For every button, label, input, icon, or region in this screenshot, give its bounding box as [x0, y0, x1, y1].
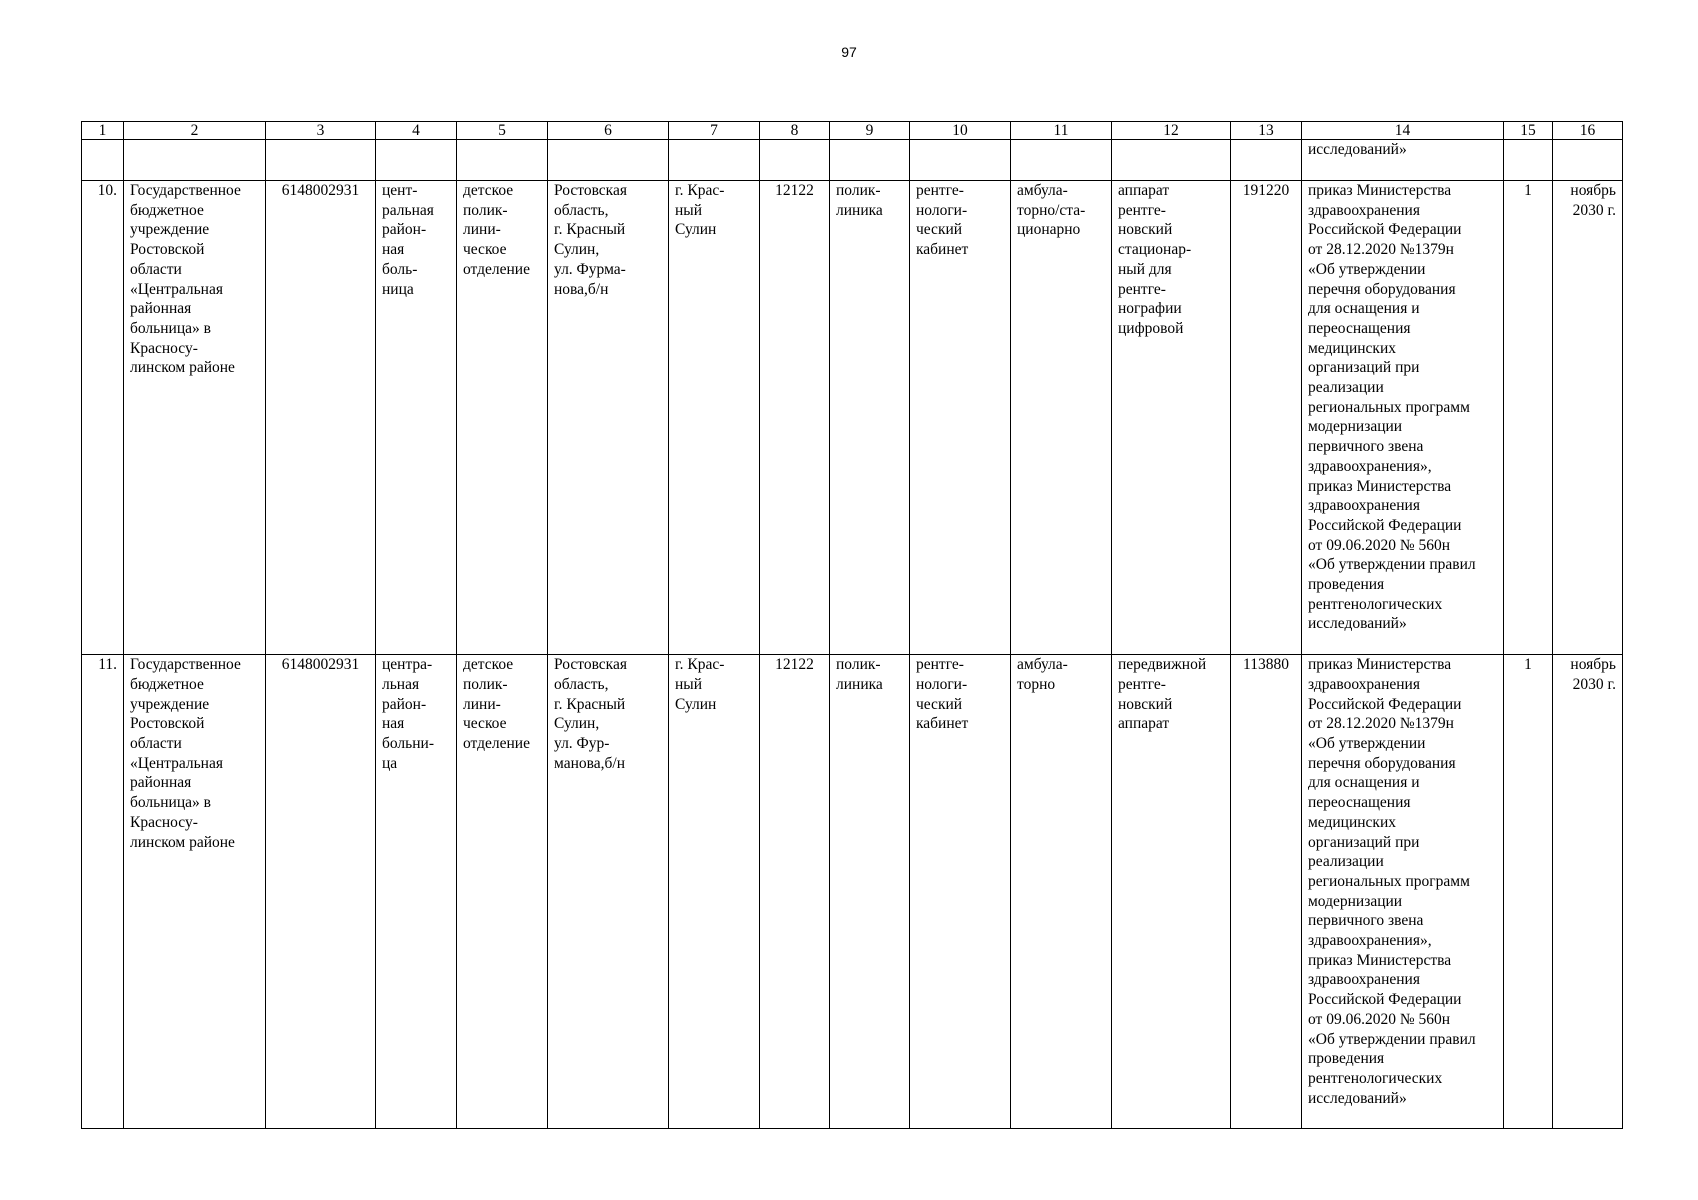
equipment — [1112, 655, 1231, 1129]
cell-line: Российской Федерации — [1308, 221, 1462, 239]
cell-line: нологи- — [916, 675, 968, 693]
cell-line: детское — [463, 182, 514, 199]
cell-line: приказ Министерства — [1308, 656, 1452, 674]
cell-line: ный — [675, 675, 703, 693]
cell-line: медицинских — [1308, 813, 1397, 831]
cell-line: 2030 г. — [1572, 201, 1616, 219]
cell-line: модернизации — [1308, 892, 1403, 910]
cell-line: кабинет — [916, 715, 969, 733]
cell-line: рентгенологических — [1308, 595, 1443, 613]
column-header: 7 — [669, 122, 760, 140]
cell-line: от 28.12.2020 №1379н — [1308, 241, 1454, 259]
cell-line: районная — [130, 774, 192, 792]
cell-line: рентге- — [1118, 201, 1166, 219]
cell-line: Российской Федерации — [1308, 695, 1462, 713]
cell-line: ул. Фур- — [554, 734, 610, 752]
cell-line: Государственное — [130, 656, 241, 674]
cell-line: приказ Министерства — [1308, 477, 1452, 495]
cell-line: здравоохранения — [1308, 201, 1420, 219]
table-row — [82, 181, 1623, 655]
cell-line: региональных программ — [1308, 872, 1470, 890]
cell-line: от 09.06.2020 № 560н — [1308, 1010, 1451, 1028]
cell-line: проведения — [1308, 576, 1385, 594]
city — [669, 181, 760, 655]
cell-line: исследований» — [1308, 1089, 1407, 1107]
cell-line: амбула- — [1017, 182, 1068, 199]
code-value: 12122 — [760, 181, 830, 655]
cell-line: стационар- — [1118, 241, 1192, 259]
deadline — [1553, 655, 1623, 1129]
cell-line: здравоохранения — [1308, 675, 1420, 693]
cell-line: приказ Министерства — [1308, 182, 1452, 199]
organization-type — [376, 181, 457, 655]
cell-line: ционарно — [1017, 221, 1081, 239]
cell-line: Государственное — [130, 182, 241, 199]
inn-value: 6148002931 — [266, 655, 376, 1129]
cell-line: новский — [1118, 221, 1173, 239]
cell-line: торно — [1017, 675, 1056, 693]
cell-line: здравоохранения», — [1308, 932, 1432, 950]
organization-name — [124, 181, 266, 655]
cell-line: рентге- — [916, 656, 964, 674]
cell-line: проведения — [1308, 1050, 1385, 1068]
equipment-table — [81, 121, 1623, 1129]
column-header: 4 — [376, 122, 457, 140]
cell-line: от 09.06.2020 № 560н — [1308, 536, 1451, 554]
cell-line: «Об утверждении — [1308, 734, 1426, 752]
column-header: 11 — [1011, 122, 1112, 140]
column-header: 12 — [1112, 122, 1231, 140]
cell-line: ноябрь — [1570, 182, 1616, 199]
cell-line: ный для — [1118, 260, 1172, 278]
cell-line: рентге- — [916, 182, 964, 199]
organization-name — [124, 655, 266, 1129]
column-header: 2 — [124, 122, 266, 140]
organization-type — [376, 655, 457, 1129]
cell-line: центра- — [382, 656, 433, 674]
cell-line: район- — [382, 221, 427, 239]
cabinet — [910, 655, 1011, 1129]
cell-line: Сулин, — [554, 715, 600, 733]
cell-line: Ростовская — [554, 182, 627, 199]
cell-line: ный — [675, 201, 703, 219]
equipment-code: 191220 — [1231, 181, 1302, 655]
cell-line: отделение — [463, 260, 530, 278]
cell-line: аппарат — [1118, 182, 1170, 199]
mode — [1011, 181, 1112, 655]
cell-line: больница» в — [130, 794, 211, 812]
cell-line: Ростовская — [554, 656, 627, 674]
address — [548, 655, 669, 1129]
cell-line: цент- — [382, 182, 418, 199]
cell-line: кабинет — [916, 241, 969, 259]
cell-line: лини- — [463, 695, 501, 713]
cell-line: ца — [382, 754, 398, 772]
cell-line: учреждение — [130, 695, 210, 713]
column-header: 13 — [1231, 122, 1302, 140]
column-header: 16 — [1553, 122, 1623, 140]
subdivision — [457, 181, 548, 655]
cell-line: манова,б/н — [554, 754, 625, 772]
cell-line: амбула- — [1017, 656, 1068, 674]
cell-line: отделение — [463, 734, 530, 752]
cell-line: Красносу- — [130, 813, 198, 831]
cell-line: 2030 г. — [1572, 675, 1616, 693]
cell-line: бюджетное — [130, 675, 204, 693]
cell-line: ная — [382, 715, 405, 733]
cell-line: полик- — [463, 675, 508, 693]
cell-line: цифровой — [1118, 319, 1184, 337]
cell-line: Российской Федерации — [1308, 991, 1462, 1009]
cell-line: рентгенологических — [1308, 1069, 1443, 1087]
cell-line: для оснащения и — [1308, 300, 1420, 318]
table-row — [82, 655, 1623, 1129]
cell-line: полик- — [836, 182, 881, 199]
cell-line: Российской Федерации — [1308, 516, 1462, 534]
cell-line: линика — [836, 675, 883, 693]
cell-line: область, — [554, 675, 609, 693]
cell-line: линика — [836, 201, 883, 219]
cell-line: боль- — [382, 260, 418, 278]
cell-line: Сулин — [675, 695, 717, 713]
cell-line: организаций при — [1308, 359, 1420, 377]
cell-line: лини- — [463, 221, 501, 239]
cell-line: модернизации — [1308, 418, 1403, 436]
cell-line: «Центральная — [130, 754, 223, 772]
code-value: 12122 — [760, 655, 830, 1129]
cell-line: рентге- — [1118, 675, 1166, 693]
cell-line: г. Красный — [554, 221, 626, 239]
equipment-code: 113880 — [1231, 655, 1302, 1129]
cell-line: область, — [554, 201, 609, 219]
cell-line: первичного звена — [1308, 438, 1424, 456]
cell-line: реализации — [1308, 853, 1384, 871]
legal-basis — [1302, 181, 1504, 655]
cell-line: нологи- — [916, 201, 968, 219]
cell-line: полик- — [836, 656, 881, 674]
cell-line: ческое — [463, 715, 507, 733]
cell-line: линском районе — [130, 359, 235, 377]
cell-line: учреждение — [130, 221, 210, 239]
column-header: 1 — [82, 122, 124, 140]
quantity: 1 — [1504, 655, 1553, 1129]
cell-line: региональных программ — [1308, 398, 1470, 416]
cell-line: от 28.12.2020 №1379н — [1308, 715, 1454, 733]
column-header: 8 — [760, 122, 830, 140]
cell-line: г. Крас- — [675, 656, 725, 674]
quantity: 1 — [1504, 181, 1553, 655]
cell-line: аппарат — [1118, 715, 1170, 733]
cell-line: бюджетное — [130, 201, 204, 219]
cell-line: первичного звена — [1308, 912, 1424, 930]
cell-line: «Об утверждении — [1308, 260, 1426, 278]
cell-line: льная — [382, 675, 420, 693]
legal-basis — [1302, 655, 1504, 1129]
column-header: 10 — [910, 122, 1011, 140]
cell-line: рентге- — [1118, 280, 1166, 298]
cell-line: ная — [382, 241, 405, 259]
column-header: 15 — [1504, 122, 1553, 140]
cell-line: линском районе — [130, 833, 235, 851]
cell-line: переоснащения — [1308, 319, 1411, 337]
unit — [830, 181, 910, 655]
subdivision — [457, 655, 548, 1129]
cell-line: район- — [382, 695, 427, 713]
cell-line: приказ Министерства — [1308, 951, 1452, 969]
city — [669, 655, 760, 1129]
cell-line: ческий — [916, 221, 963, 239]
cell-line: здравоохранения», — [1308, 457, 1432, 475]
cell-line: «Центральная — [130, 280, 223, 298]
mode — [1011, 655, 1112, 1129]
cell-line: ческое — [463, 241, 507, 259]
continuation-row — [82, 140, 1623, 181]
column-number-header — [82, 122, 1623, 140]
cell-line: области — [130, 734, 182, 752]
cell-line: Красносу- — [130, 339, 198, 357]
cell-line: ческий — [916, 695, 963, 713]
cell-line: ул. Фурма- — [554, 260, 626, 278]
deadline — [1553, 181, 1623, 655]
address — [548, 181, 669, 655]
cell-line: медицинских — [1308, 339, 1397, 357]
inn-value: 6148002931 — [266, 181, 376, 655]
cell-line: районная — [130, 300, 192, 318]
column-header: 6 — [548, 122, 669, 140]
cell-line: перечня оборудования — [1308, 280, 1456, 298]
cell-line: Ростовской — [130, 715, 205, 733]
cell-line: для оснащения и — [1308, 774, 1420, 792]
cell-line: ральная — [382, 201, 434, 219]
cell-line: здравоохранения — [1308, 497, 1420, 515]
column-header: 3 — [266, 122, 376, 140]
unit — [830, 655, 910, 1129]
cell-line: детское — [463, 656, 514, 674]
cabinet — [910, 181, 1011, 655]
column-header: 14 — [1302, 122, 1504, 140]
cell-line: больни- — [382, 734, 434, 752]
cell-line: переоснащения — [1308, 794, 1411, 812]
column-header: 5 — [457, 122, 548, 140]
cell-line: ноябрь — [1570, 656, 1616, 674]
cell-line: нова,б/н — [554, 280, 609, 298]
cell-line: ница — [382, 280, 414, 298]
cell-line: здравоохранения — [1308, 971, 1420, 989]
cell-line: торно/ста- — [1017, 201, 1086, 219]
cell-line: передвижной — [1118, 656, 1207, 674]
cell-line: полик- — [463, 201, 508, 219]
column-header: 9 — [830, 122, 910, 140]
cell-line: «Об утверждении правил — [1308, 556, 1476, 574]
cell-line: области — [130, 260, 182, 278]
cell-line: больница» в — [130, 319, 211, 337]
cell-line: «Об утверждении правил — [1308, 1030, 1476, 1048]
equipment — [1112, 181, 1231, 655]
cell-line: перечня оборудования — [1308, 754, 1456, 772]
cell-line: организаций при — [1308, 833, 1420, 851]
cell-line: г. Красный — [554, 695, 626, 713]
cell-line: Сулин, — [554, 241, 600, 259]
cell-line: Сулин — [675, 221, 717, 239]
cell-line: реализации — [1308, 379, 1384, 397]
cell-line: исследований» — [1308, 615, 1407, 633]
cell-line: г. Крас- — [675, 182, 725, 199]
basis-continuation: исследований» — [1302, 140, 1504, 181]
cell-line: нографии — [1118, 300, 1182, 318]
row-number: 11. — [82, 655, 124, 1129]
cell-line: новский — [1118, 695, 1173, 713]
page-number: 97 — [841, 44, 857, 60]
cell-line: Ростовской — [130, 241, 205, 259]
row-number: 10. — [82, 181, 124, 655]
